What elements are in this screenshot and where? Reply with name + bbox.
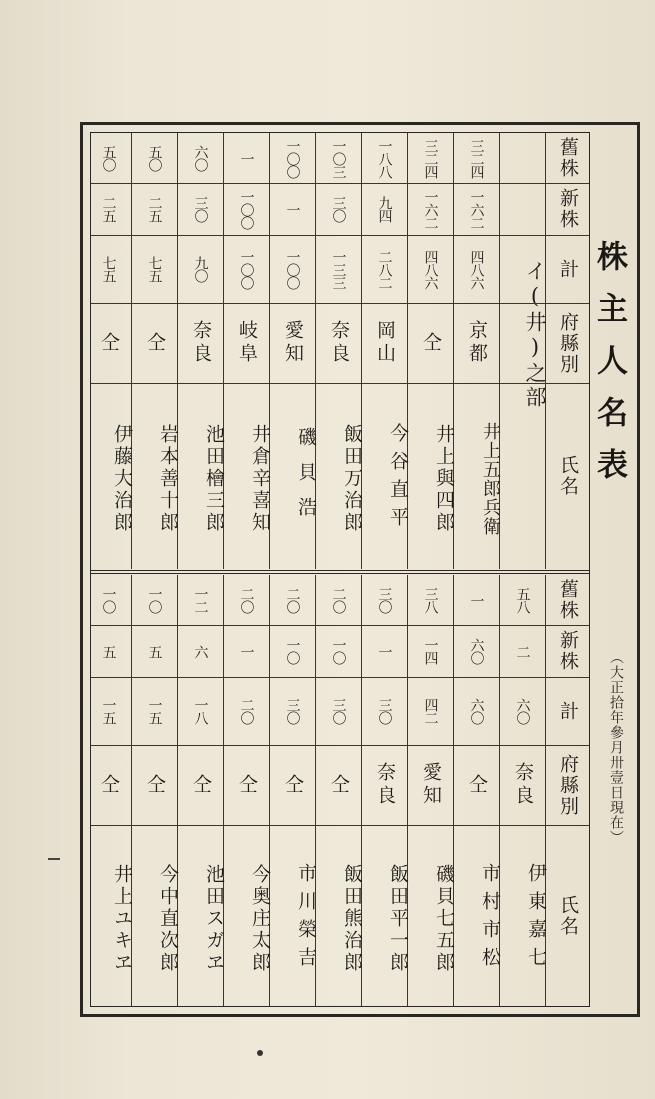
prefecture-cell: 仝: [190, 773, 212, 797]
header-total: 計: [557, 700, 579, 722]
old-shares-cell: 三二四: [422, 138, 439, 178]
prefecture-cell: 岡山: [374, 320, 396, 366]
table-row: [223, 575, 269, 1007]
name-cell: 市川榮吉: [295, 863, 317, 975]
section-divider: [91, 570, 589, 574]
name-cell: 池田スガヱ: [203, 864, 225, 974]
old-shares-cell: 六〇: [192, 145, 209, 171]
table-row: [315, 575, 361, 1007]
header-new-shares: 新株: [557, 630, 579, 672]
new-shares-cell: 五: [100, 644, 117, 658]
prefecture-cell: 愛知: [282, 320, 304, 366]
old-shares-cell: 一八八: [376, 138, 393, 178]
header-old-shares: 舊株: [557, 137, 579, 179]
section-label-column: [499, 133, 545, 569]
name-cell: 井倉辛喜知: [249, 424, 271, 534]
band-rule: [91, 183, 589, 184]
name-cell: 井上與四郎: [433, 424, 455, 534]
prefecture-cell: 仝: [328, 773, 350, 797]
old-shares-cell: 二〇: [284, 587, 301, 613]
name-cell: 井上ユキヱ: [111, 864, 133, 974]
prefecture-cell: 岐阜: [236, 320, 258, 366]
band-rule: [91, 235, 589, 236]
header-old-shares: 舊株: [557, 579, 579, 621]
table-row: [407, 133, 453, 569]
name-cell: 井上五郎兵衛: [480, 422, 501, 536]
old-shares-cell: 一〇三: [330, 138, 347, 178]
table-row: [315, 133, 361, 569]
old-shares-cell: 二〇: [330, 587, 347, 613]
name-cell: 池田檜三郎: [203, 424, 225, 534]
prefecture-cell: 奈良: [374, 762, 396, 808]
old-shares-cell: 一: [468, 593, 485, 607]
new-shares-cell: 二五: [100, 196, 117, 222]
new-shares-cell: 一: [376, 644, 393, 658]
prefecture-cell: 仝: [98, 331, 120, 355]
table-row: [453, 575, 499, 1007]
table-row: [499, 575, 545, 1007]
table-row: [131, 575, 177, 1007]
table-row: [223, 133, 269, 569]
table-row: [361, 575, 407, 1007]
name-cell: 今奥庄太郎: [249, 864, 271, 974]
total-cell: 三〇: [284, 698, 301, 724]
new-shares-cell: 三〇: [192, 196, 209, 222]
new-shares-cell: 二五: [146, 196, 163, 222]
old-shares-cell: 五〇: [100, 145, 117, 171]
new-shares-cell: 一〇: [284, 638, 301, 664]
section-label: イ(井)之部: [523, 260, 547, 410]
name-cell: 飯田万治郎: [341, 424, 363, 534]
name-cell: 飯田平一郎: [387, 864, 409, 974]
new-shares-cell: 一四: [422, 638, 439, 664]
new-shares-cell: 六〇: [468, 638, 485, 664]
new-shares-cell: 一〇〇: [238, 189, 255, 229]
page-title: 株主人名表: [591, 240, 627, 500]
old-shares-cell: 一〇: [100, 587, 117, 613]
new-shares-cell: 一: [238, 644, 255, 658]
prefecture-cell: 奈良: [328, 320, 350, 366]
prefecture-cell: 仝: [282, 773, 304, 797]
old-shares-cell: 三〇: [376, 587, 393, 613]
total-cell: 一〇〇: [284, 249, 301, 289]
table-row: [90, 133, 131, 569]
old-shares-cell: 五〇: [146, 145, 163, 171]
total-cell: 一〇〇: [238, 249, 255, 289]
prefecture-cell: 奈良: [190, 320, 212, 366]
header-column: [545, 133, 589, 569]
new-shares-cell: 五: [146, 644, 163, 658]
total-cell: 一八: [192, 698, 209, 724]
date-note: （大正拾年參月卅壹日現在）: [608, 650, 624, 845]
header-prefecture: 府縣別: [557, 311, 579, 375]
band-rule: [91, 745, 589, 746]
prefecture-cell: 仝: [236, 773, 258, 797]
name-cell: 岩本善十郎: [157, 424, 179, 534]
table-row: [453, 133, 499, 569]
new-shares-cell: 三〇: [330, 196, 347, 222]
total-cell: 四八六: [468, 249, 485, 289]
table-row: [177, 133, 223, 569]
prefecture-cell: 京都: [466, 320, 488, 366]
old-shares-cell: 五八: [514, 587, 531, 613]
margin-mark: [48, 858, 60, 860]
band-rule: [91, 625, 589, 626]
band-rule: [91, 303, 589, 304]
total-cell: 一五: [100, 698, 117, 724]
prefecture-cell: 仝: [98, 773, 120, 797]
header-new-shares: 新株: [557, 188, 579, 230]
bottom-section: [91, 575, 589, 1007]
old-shares-cell: 二〇: [238, 587, 255, 613]
name-cell: 市村市松: [479, 863, 501, 975]
band-rule: [91, 383, 589, 384]
new-shares-cell: 九四: [376, 196, 393, 222]
old-shares-cell: 一二: [192, 587, 209, 613]
name-cell: 今中直次郎: [157, 864, 179, 974]
new-shares-cell: 一: [284, 202, 301, 216]
old-shares-cell: 一: [238, 151, 255, 165]
table-row: [269, 133, 315, 569]
header-name: 氏名: [557, 895, 579, 937]
prefecture-cell: 仝: [466, 773, 488, 797]
band-rule: [91, 825, 589, 826]
shareholder-table: [90, 132, 590, 1007]
table-row: [177, 575, 223, 1007]
name-cell: 飯田熊治郎: [341, 864, 363, 974]
header-total: 計: [557, 258, 579, 280]
new-shares-cell: 一六二: [422, 189, 439, 229]
total-cell: 三〇: [330, 698, 347, 724]
total-cell: 二八二: [376, 249, 393, 289]
total-cell: 三〇: [376, 698, 393, 724]
table-row: [407, 575, 453, 1007]
page-dot: [257, 1050, 263, 1056]
total-cell: 六〇: [514, 698, 531, 724]
band-rule: [91, 677, 589, 678]
name-cell: 伊東嘉七: [525, 863, 547, 975]
old-shares-cell: 一〇〇: [284, 138, 301, 178]
total-cell: 一三三: [330, 249, 347, 289]
top-section: [91, 133, 589, 569]
table-row: [361, 133, 407, 569]
prefecture-cell: 奈良: [512, 762, 534, 808]
old-shares-cell: 三八: [422, 587, 439, 613]
header-name: 氏名: [557, 455, 579, 497]
header-prefecture: 府縣別: [557, 753, 579, 817]
prefecture-cell: 仝: [144, 331, 166, 355]
table-row: [131, 133, 177, 569]
table-row: [269, 575, 315, 1007]
total-cell: 四八六: [422, 249, 439, 289]
old-shares-cell: 一〇: [146, 587, 163, 613]
new-shares-cell: 二: [514, 644, 531, 658]
name-cell: 磯貝浩: [295, 426, 317, 532]
total-cell: 二〇: [238, 698, 255, 724]
total-cell: 九〇: [192, 256, 209, 282]
old-shares-cell: 三二四: [468, 138, 485, 178]
prefecture-cell: 仝: [420, 331, 442, 355]
new-shares-cell: 一〇: [330, 638, 347, 664]
header-column: [545, 575, 589, 1007]
total-cell: 七五: [100, 256, 117, 282]
prefecture-cell: 仝: [144, 773, 166, 797]
total-cell: 七五: [146, 256, 163, 282]
prefecture-cell: 愛知: [420, 762, 442, 808]
name-cell: 磯貝七五郎: [433, 864, 455, 974]
name-cell: 伊藤大治郎: [111, 424, 133, 534]
table-row: [90, 575, 131, 1007]
name-cell: 今谷直平: [387, 423, 409, 535]
total-cell: 四二: [422, 698, 439, 724]
new-shares-cell: 一六二: [468, 189, 485, 229]
total-cell: 一五: [146, 698, 163, 724]
new-shares-cell: 六: [192, 644, 209, 658]
total-cell: 六〇: [468, 698, 485, 724]
